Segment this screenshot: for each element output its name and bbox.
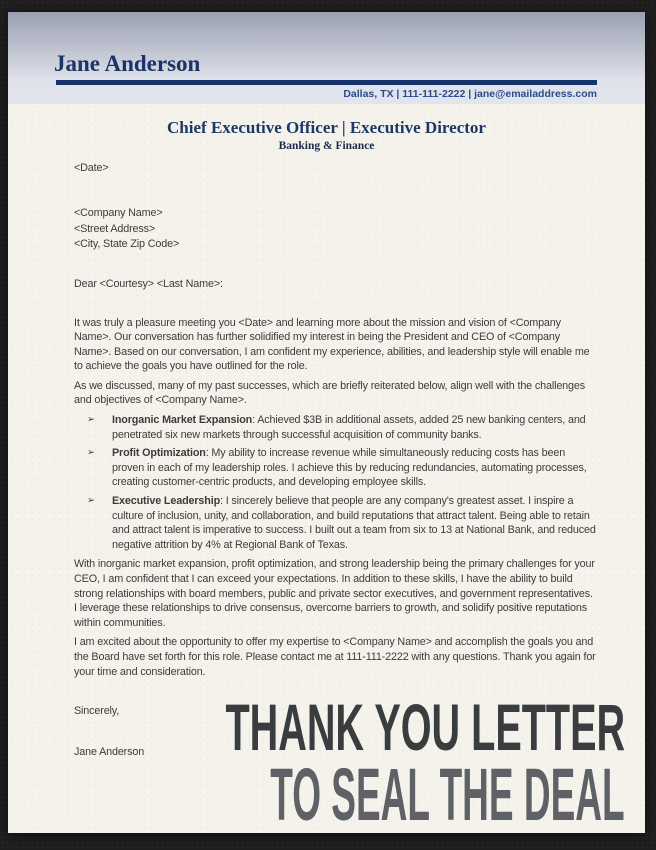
title-block [8,104,645,154]
paragraph-call-to-action: I am excited about the opportunity to offer my expertise to <Company Name> and accomplish the goals you and the Board have set forth for this role. Please contact me at 111-111-2222 with any questions. Thank you again for your time and consideration. [74,636,596,678]
achievement-list [74,413,597,552]
paragraph-opening: It was truly a pleasure meeting you <Date> and learning more about the mission and vision of <Company Name>. Our conversation has further solidified my interest in being the President and CEO of <Company Name>. Based on our conversation, I am confident my experience, abilities, and leadership style will enable me to achieve the goals you have outlined for the role. [74,316,590,373]
arrow-bullet-icon: ➢ [87,447,95,459]
job-title: Chief Executive Officer | Executive Director [167,118,486,137]
list-item [74,494,597,552]
list-item-text [112,413,597,442]
watermark-line1: THANK YOU LETTER [225,690,625,764]
list-item-detail: : Achieved $3B in additional assets, added 25 new banking centers, and penetrated six new markets through successful acquisition of community banks. [112,414,586,441]
letter-page [8,12,645,833]
watermark-line2: TO SEAL THE DEAL [270,753,625,833]
letterhead-contact: Dallas, TX | 111-111-2222 | jane@emailaddress.com [343,88,597,100]
list-item-term: Profit Optimization [112,447,206,460]
arrow-bullet-icon: ➢ [87,414,95,426]
list-item [74,413,597,442]
signature-name: Jane Anderson [74,745,145,758]
arrow-bullet-icon: ➢ [87,495,95,507]
address-line-street: <Street Address> [74,222,156,235]
list-item-term: Inorganic Market Expansion [112,414,253,427]
letterhead [8,12,645,104]
salutation: Dear <Courtesy> <Last Name>: [74,277,223,290]
list-item [74,446,597,490]
recipient-address-block [74,206,597,253]
list-item-detail: : My ability to increase revenue while simultaneously reducing costs has been proven in each of my leadership roles. I achieve this by reducing redundancies, automating processes, creating customer-centric products, and developing employee skills. [112,447,587,489]
date-placeholder: <Date> [74,162,109,174]
letterhead-name: Jane Anderson [54,51,201,76]
list-item-text [112,446,597,490]
letter-body [74,161,597,759]
address-line-city: <City, State Zip Code> [74,238,180,250]
paragraph-successes-intro: As we discussed, many of my past successes, which are briefly reiterated below, align well with the challenges and objectives of <Company Name>. [74,379,585,407]
list-item-detail: : I sincerely believe that people are any company's greatest asset. I inspire a culture of inclusion, unity, and collaboration, and build reputations that attract talent. Being able to retain and attract talent is imperative to success. I built out a team from six to 13 at National Bank, and reduced negative attrition by 4% at Regional Bank of Texas. [112,495,596,551]
job-subtitle: Banking & Finance [278,140,375,152]
closing: Sincerely, [74,705,120,718]
paragraph-skills-summary: With inorganic market expansion, profit optimization, and strong leadership being the primary challenges for your CEO, I am confident that I can exceed your expectations. In addition to these skills, I have the ability to build strong relationships with board members, public and private sector executives, and government representatives. I leverage these relationships to drive consensus, overcome barriers to growth, and solidify positive reputations within communities. [74,558,595,629]
list-item-term: Executive Leadership [112,495,221,508]
list-item-text [112,494,597,552]
address-line-company: <Company Name> [74,207,163,219]
